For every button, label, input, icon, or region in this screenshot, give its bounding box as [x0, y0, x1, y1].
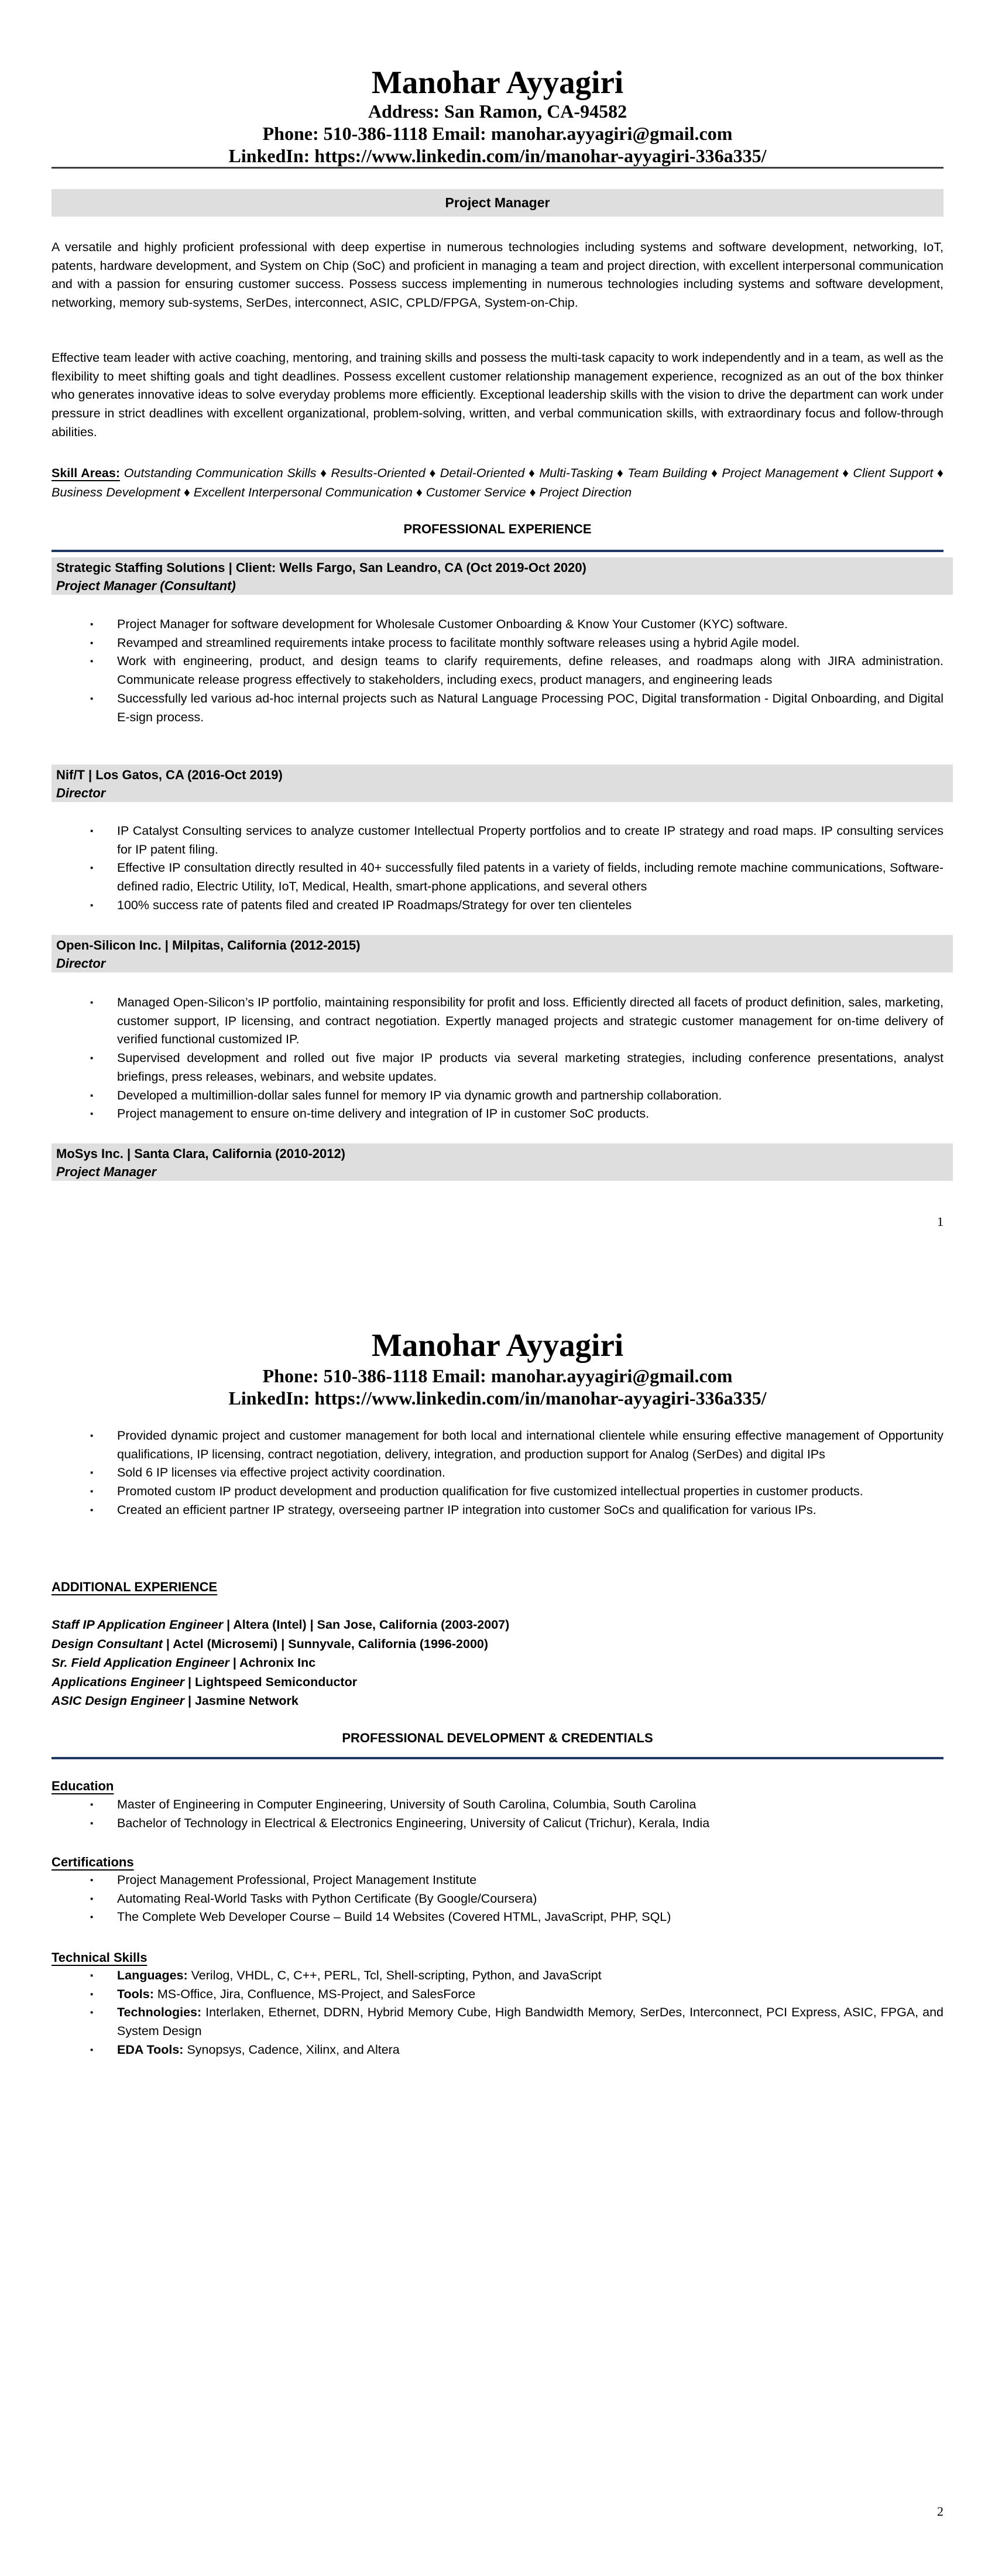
section-heading-professional-experience: PROFESSIONAL EXPERIENCE — [403, 522, 592, 536]
bullet-icon: ▪ — [90, 1818, 94, 1828]
address-line: Address: San Ramon, CA-94582 — [368, 101, 627, 122]
job-bullet-list — [52, 822, 943, 915]
bullet-item — [52, 896, 943, 915]
bullet-text: Project Manager for software development for Wholesale Customer Onboarding & Know Your Customer (KYC) software. — [117, 617, 788, 631]
bullet-item — [52, 1501, 943, 1520]
bullet-item — [52, 1087, 943, 1105]
bullet-icon: ▪ — [90, 1053, 94, 1064]
bullet-icon: ▪ — [90, 1505, 94, 1515]
bullet-item — [52, 1890, 943, 1909]
role-detail: | Actel (Microsemi) | Sunnyvale, California (1996-2000) — [166, 1636, 489, 1651]
summary-paragraph-1: A versatile and highly proficient professional with deep expertise in numerous technologies including systems and software development, networking, IoT, patents, hardware development, and System on Chip (SoC) and proficient in managing a team and project direction, with excellent interpersonal communication and with a passion for ensuring customer success. Possess success implementing in numerous technologies including systems and software development, networking, memory sub-systems, SerDes, interconnect, ASIC, CPLD/FPGA, System-on-Chip. — [52, 240, 943, 310]
job-role-line: Project Manager — [56, 1164, 157, 1179]
bullet-text: Master of Engineering in Computer Engineering, University of South Carolina, Columbia, South Carolina — [117, 1797, 696, 1811]
bullet-icon: ▪ — [90, 656, 94, 667]
bullet-item — [52, 1967, 943, 1985]
job-bullet-list — [52, 615, 943, 727]
additional-roles-list — [52, 1615, 943, 1711]
phone-email-line: Phone: 510-386-1118 Email: manohar.ayyagiri@gmail.com — [262, 123, 733, 144]
job-title-banner: Project Manager — [52, 189, 943, 217]
bullet-text: Effective IP consultation directly resulted in 40+ successfully filed patents in a variety of fields, including remote machine communications, Software-defined radio, Electric Utility, IoT, Medical, Health, smart-phone applications, and several others — [117, 861, 943, 894]
bullet-icon: ▪ — [90, 693, 94, 704]
role-line — [52, 1653, 943, 1673]
skill-category-label: Tools: — [117, 1986, 154, 2001]
section-rule — [52, 550, 943, 552]
page-number: 2 — [937, 2504, 943, 2519]
bullet-icon: ▪ — [90, 2008, 94, 2018]
bullet-text: The Complete Web Developer Course – Build 14 Websites (Covered HTML, JavaScript, PHP, SQL) — [117, 1910, 671, 1924]
page-title: Manohar Ayyagiri — [371, 64, 624, 100]
bullet-text: 100% success rate of patents filed and created IP Roadmaps/Strategy for over ten clienteles — [117, 898, 632, 912]
skill-areas — [52, 464, 943, 502]
certifications-heading: Certifications — [52, 1855, 134, 1869]
bullet-text: Developed a multimillion-dollar sales funnel for memory IP via dynamic growth and partnership collaboration. — [117, 1088, 722, 1102]
job-company-line: Strategic Staffing Solutions | Client: Wells Fargo, San Leandro, CA (Oct 2019-Oct 2020) — [56, 560, 586, 575]
bullet-item — [52, 615, 943, 634]
bullet-icon: ▪ — [90, 1109, 94, 1119]
bullet-item — [52, 1482, 943, 1501]
contact-block — [52, 100, 943, 167]
contact-block — [52, 1365, 943, 1409]
bullet-icon: ▪ — [90, 1971, 94, 1981]
bullet-text: Supervised development and rolled out five major IP products via several marketing strategies, including conference presentations, analyst briefings, press releases, webinars, and website updates. — [117, 1051, 943, 1084]
bullet-item — [52, 859, 943, 896]
role-line — [52, 1673, 943, 1692]
bullet-icon: ▪ — [90, 1486, 94, 1497]
bullet-text: Successfully led various ad-hoc internal projects such as Natural Language Processing POC, Digital transformation - Digital Onboarding, and Digital E-sign process. — [117, 691, 943, 724]
bullet-item — [52, 1464, 943, 1482]
linkedin-line: LinkedIn: https://www.linkedin.com/in/manohar-ayyagiri-336a335/ — [228, 1388, 767, 1409]
skill-areas-text: Outstanding Communication Skills ♦ Results-Oriented ♦ Detail-Oriented ♦ Multi-Tasking ♦ Team Building ♦ Project Management ♦ Client Support ♦ Business Development ♦ Excellent Interpersonal Communication ♦ Customer Service ♦ Project Direction — [52, 466, 943, 499]
bullet-icon: ▪ — [90, 863, 94, 873]
bullet-item — [52, 1105, 943, 1123]
job-role-line: Director — [56, 786, 106, 800]
job-bullet-list — [52, 994, 943, 1123]
bullet-item — [52, 1049, 943, 1086]
role-title: Design Consultant — [52, 1636, 163, 1651]
job-header — [52, 765, 953, 802]
role-title: Applications Engineer — [52, 1674, 184, 1689]
job-role-line: Director — [56, 956, 106, 971]
bullet-text: Created an efficient partner IP strategy, overseeing partner IP integration into customer SoCs and qualification for various IPs. — [117, 1502, 816, 1517]
bullet-icon: ▪ — [90, 1431, 94, 1441]
phone-email-line: Phone: 510-386-1118 Email: manohar.ayyagiri@gmail.com — [262, 1365, 733, 1386]
bullet-item — [52, 1796, 943, 1814]
job-header — [52, 1143, 953, 1181]
bullet-text: Sold 6 IP licenses via effective project activity coordination. — [117, 1465, 445, 1480]
bullet-text: Synopsys, Cadence, Xilinx, and Altera — [187, 2042, 400, 2057]
section-rule — [52, 1757, 943, 1759]
bullet-icon: ▪ — [90, 826, 94, 836]
job-header — [52, 557, 953, 595]
education-bullet-list — [52, 1796, 943, 1832]
job-company-line: Open-Silicon Inc. | Milpitas, California (2012-2015) — [56, 938, 361, 953]
bullet-item — [52, 2041, 943, 2060]
bullet-text: Verilog, VHDL, C, C++, PERL, Tcl, Shell-scripting, Python, and JavaScript — [191, 1968, 602, 1982]
bullet-icon: ▪ — [90, 998, 94, 1008]
bullet-text: Automating Real-World Tasks with Python Certificate (By Google/Coursera) — [117, 1891, 537, 1906]
bullet-item — [52, 2003, 943, 2040]
bullet-text: Interlaken, Ethernet, DDRN, Hybrid Memory Cube, High Bandwidth Memory, SerDes, Interconnect, PCI Express, ASIC, FPGA, and System Design — [117, 2005, 943, 2039]
bullet-text: Promoted custom IP product development and production qualification for five customized intellectual properties in customer products. — [117, 1484, 863, 1499]
role-title: Staff IP Application Engineer — [52, 1618, 224, 1632]
role-detail: | Achronix Inc — [232, 1656, 316, 1670]
role-detail: | Jasmine Network — [187, 1694, 298, 1708]
bullet-text: MS-Office, Jira, Confluence, MS-Project, and SalesForce — [157, 1986, 476, 2001]
bullet-text: Project management to ensure on-time delivery and integration of IP in customer SoC products. — [117, 1107, 650, 1121]
bullet-icon: ▪ — [90, 1912, 94, 1923]
bullet-text: Bachelor of Technology in Electrical & Electronics Engineering, University of Calicut (Trichur), Kerala, India — [117, 1815, 710, 1830]
certifications-bullet-list — [52, 1871, 943, 1927]
role-line — [52, 1691, 943, 1711]
bullet-item — [52, 690, 943, 727]
continued-bullet-list — [52, 1427, 943, 1520]
bullet-item — [52, 1427, 943, 1464]
bullet-item — [52, 652, 943, 689]
bullet-text: Revamped and streamlined requirements intake process to facilitate monthly software releases using a hybrid Agile model. — [117, 635, 800, 650]
bullet-icon: ▪ — [90, 1800, 94, 1810]
bullet-icon: ▪ — [90, 1090, 94, 1101]
bullet-icon: ▪ — [90, 638, 94, 648]
bullet-text: Provided dynamic project and customer management for both local and international clientele while ensuring effective management of Opportunity qualifications, IP licensing, contract negotiation, delivery, integration, and production support for Analog (SerDes) and digital IPs — [117, 1429, 943, 1461]
bullet-icon: ▪ — [90, 619, 94, 629]
skill-category-label: Technologies: — [117, 2005, 202, 2020]
bullet-item — [52, 994, 943, 1049]
skill-category-label: EDA Tools: — [117, 2042, 184, 2057]
bullet-text: Work with engineering, product, and design teams to clarify requirements, define releases, and roadmaps along with JIRA administration. Communicate release progress effectively to stakeholders, including execs, product managers, and engineering leads — [117, 654, 943, 687]
job-header — [52, 935, 953, 972]
bullet-icon: ▪ — [90, 1989, 94, 1999]
bullet-item — [52, 822, 943, 859]
bullet-text: IP Catalyst Consulting services to analyze customer Intellectual Property portfolios and to create IP strategy and road maps. IP consulting services for IP patent filing. — [117, 824, 943, 857]
education-heading: Education — [52, 1779, 114, 1793]
bullet-icon: ▪ — [90, 900, 94, 910]
role-line — [52, 1635, 943, 1654]
bullet-icon: ▪ — [90, 1875, 94, 1885]
skill-areas-label: Skill Areas: — [52, 466, 121, 480]
additional-experience-heading: ADDITIONAL EXPERIENCE — [52, 1580, 218, 1594]
skill-category-label: Languages: — [117, 1968, 188, 1982]
role-title: ASIC Design Engineer — [52, 1694, 184, 1708]
role-title: Sr. Field Application Engineer — [52, 1656, 229, 1670]
summary-paragraph-2: Effective team leader with active coaching, mentoring, and training skills and possess the multi-task capacity to work independently and in a team, as well as the flexibility to meet shifting goals and tight deadlines. Possess excellent customer relationship management experience, recognized as an out of the box thinker who generates innovative ideas to solve everyday problems more efficiently. Exceptional leadership skills with the vision to drive the department can work under pressure in strict deadlines with excellent organizational, problem-solving, written, and verbal communication skills, with extraordinary focus and follow-through abilities. — [52, 351, 943, 439]
page-title: Manohar Ayyagiri — [371, 1327, 624, 1363]
bullet-item — [52, 634, 943, 653]
role-line — [52, 1615, 943, 1635]
page-number: 1 — [937, 1214, 943, 1229]
role-detail: | Altera (Intel) | San Jose, California (2003-2007) — [227, 1618, 510, 1632]
bullet-icon: ▪ — [90, 2044, 94, 2055]
bullet-icon: ▪ — [90, 1893, 94, 1904]
technical-skills-heading: Technical Skills — [52, 1950, 147, 1965]
bullet-icon: ▪ — [90, 1468, 94, 1478]
technical-skills-bullet-list — [52, 1967, 943, 2060]
bullet-text: Project Management Professional, Project Management Institute — [117, 1873, 477, 1887]
bullet-item — [52, 1908, 943, 1927]
header-divider — [52, 167, 943, 169]
job-company-line: Nif/T | Los Gatos, CA (2016-Oct 2019) — [56, 768, 283, 782]
bullet-item — [52, 1814, 943, 1833]
job-role-line: Project Manager (Consultant) — [56, 578, 236, 593]
role-detail: | Lightspeed Semiconductor — [187, 1674, 358, 1689]
bullet-item — [52, 1985, 943, 2004]
linkedin-line: LinkedIn: https://www.linkedin.com/in/manohar-ayyagiri-336a335/ — [228, 145, 767, 166]
bullet-item — [52, 1871, 943, 1890]
section-heading-professional-development: PROFESSIONAL DEVELOPMENT & CREDENTIALS — [342, 1731, 653, 1745]
bullet-text: Managed Open-Silicon’s IP portfolio, maintaining responsibility for profit and loss. Efficiently directed all facets of product definition, sales, marketing, customer support, IP licensing, and contract negotiation. Expertly managed projects and strategic customer management for on-time delivery of verified functional customized IP. — [117, 995, 943, 1047]
job-company-line: MoSys Inc. | Santa Clara, California (2010-2012) — [56, 1146, 346, 1161]
